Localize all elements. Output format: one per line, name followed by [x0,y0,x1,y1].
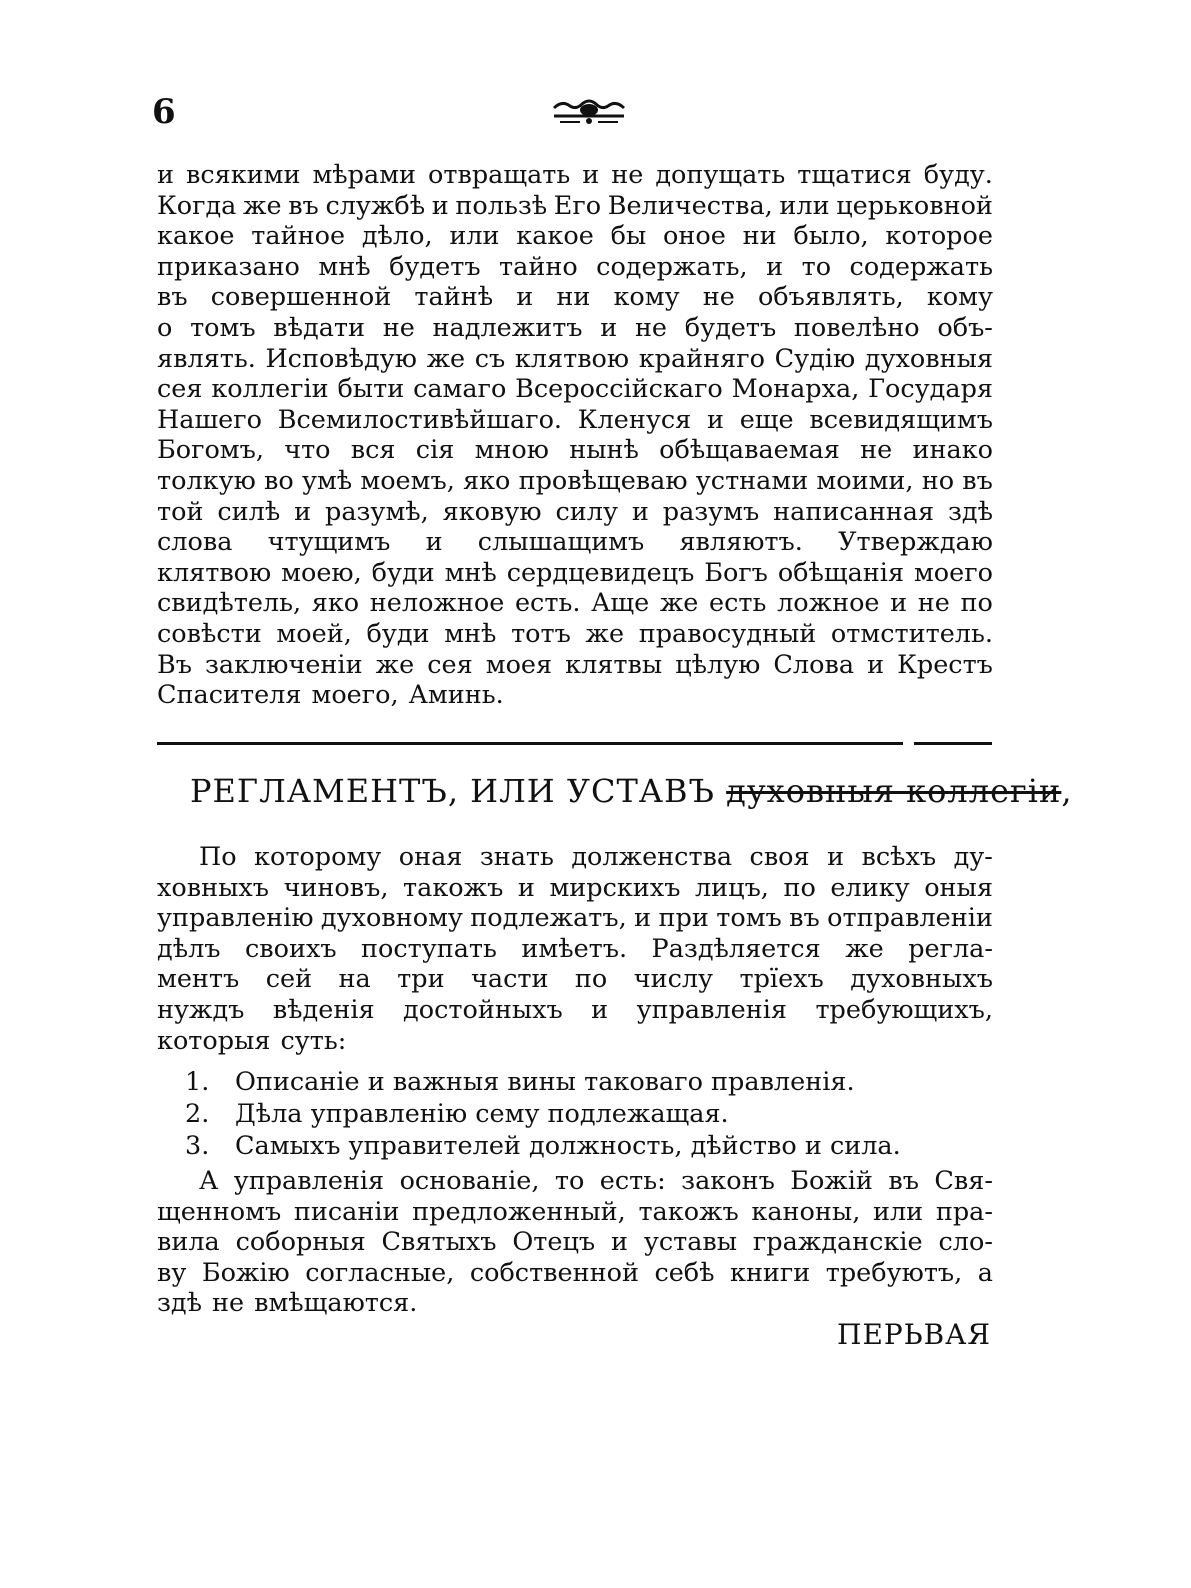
list-item-text: Самыхъ управителей должность, дѣйство и сила. [235,1131,901,1161]
list-item [185,1130,901,1162]
intro-line: управленію духовному подлежатъ, и при томъ въ отправленіи [157,903,993,934]
intro-line: которыя суть: [157,1025,347,1056]
oath-line: клятвою моею, буди мнѣ сердцевидецъ Богъ обѣщанія моего [157,557,993,588]
list-item-number: 1. [185,1067,210,1097]
foundation-line: А управленія основаніе, то есть: законъ Божій въ Свя- [199,1166,993,1196]
section-heading [190,772,1073,810]
foundation-line: щенномъ писаніи предложенный, такожъ каноны, или пра- [157,1196,993,1227]
list-item-number: 3. [185,1131,210,1161]
oath-line: являть. Исповѣдую же съ клятвою крайняго Судію духовныя [157,343,993,374]
oath-line: о томъ вѣдати не надлежитъ и не будетъ повелѣно объ- [157,312,993,343]
intro-line: дѣлъ своихъ поступать имѣетъ. Раздѣляется же регла- [157,933,993,964]
oath-line: приказано мнѣ будетъ тайно содержать, и то содержать [157,251,993,282]
oath-line: Въ заключеніи же сея моея клятвы цѣлую Слова и Крестъ [157,649,993,680]
divider-rule-short [914,742,992,745]
oath-line: совѣсти моей, буди мнѣ тотъ же правосудный отмститель. [157,618,993,649]
oath-line: Спасителя моего, Аминь. [157,680,504,711]
heading-struck-text: духовныя коллегіи [726,772,1062,810]
list-item-text: Дѣла управленію сему подлежащая. [235,1099,729,1129]
list-item [185,1098,901,1130]
parts-list [185,1066,901,1162]
oath-line: толкую во умѣ моемъ, яко провѣщеваю устнами моими, но въ [157,465,993,496]
heading-trail: , [1061,772,1073,810]
foundation-paragraph [157,1166,993,1319]
foundation-line: вила соборныя Святыхъ Отецъ и уставы гражданскіе сло- [157,1227,993,1258]
oath-line: слова чтущимъ и слышащимъ являютъ. Утверждаю [157,527,993,558]
list-item-text: Описаніе и важныя вины таковаго правленія. [235,1067,855,1097]
intro-line: По которому оная знать долженства своя и всѣхъ ду- [199,842,993,872]
list-item [185,1066,901,1098]
foundation-line: здѣ не вмѣщаются. [157,1288,418,1319]
oath-line: той силѣ и разумѣ, яковую силу и разумъ написанная здѣ [157,496,993,527]
list-item-number: 2. [185,1099,210,1129]
page-number: 6 [152,92,176,132]
oath-line: какое тайное дѣло, или какое бы оное ни было, которое [157,221,993,252]
foundation-line: ву Божію согласные, собственной себѣ книги требуютъ, а [157,1257,993,1288]
oath-line: и всякими мѣрами отвращать и не допущать тщатися буду. [157,160,993,190]
oath-line: Богомъ, что вся сія мною нынѣ обѣщаваемая не инако [157,435,993,466]
catchword: ПЕРЬВАЯ [837,1318,991,1351]
oath-line: въ совершенной тайнѣ и ни кому не объявлять, кому [157,282,993,313]
intro-line: ховныхъ чиновъ, такожъ и мирскихъ лицъ, по елику оныя [157,872,993,903]
intro-line: ментъ сей на три части по числу трїехъ духовныхъ [157,964,993,995]
oath-line: сея коллегіи быти самаго Всероссійскаго Монарха, Государя [157,374,993,405]
intro-paragraph [157,842,993,1056]
oath-line: Когда же въ службѣ и пользѣ Его Величества, или церьковной [157,190,993,221]
divider-rule [157,742,903,745]
oath-line: свидѣтель, яко неложное есть. Аще же есть ложное и не по [157,588,993,619]
heading-title: РЕГЛАМЕНТЪ, ИЛИ УСТАВЪ [190,772,715,810]
ornament-icon [552,96,626,126]
oath-line: Нашего Всемилостивѣйшаго. Кленуся и еще всевидящимъ [157,404,993,435]
oath-text [157,160,993,711]
intro-line: нуждъ вѣденія достойныхъ и управленія требующихъ, [157,994,993,1025]
